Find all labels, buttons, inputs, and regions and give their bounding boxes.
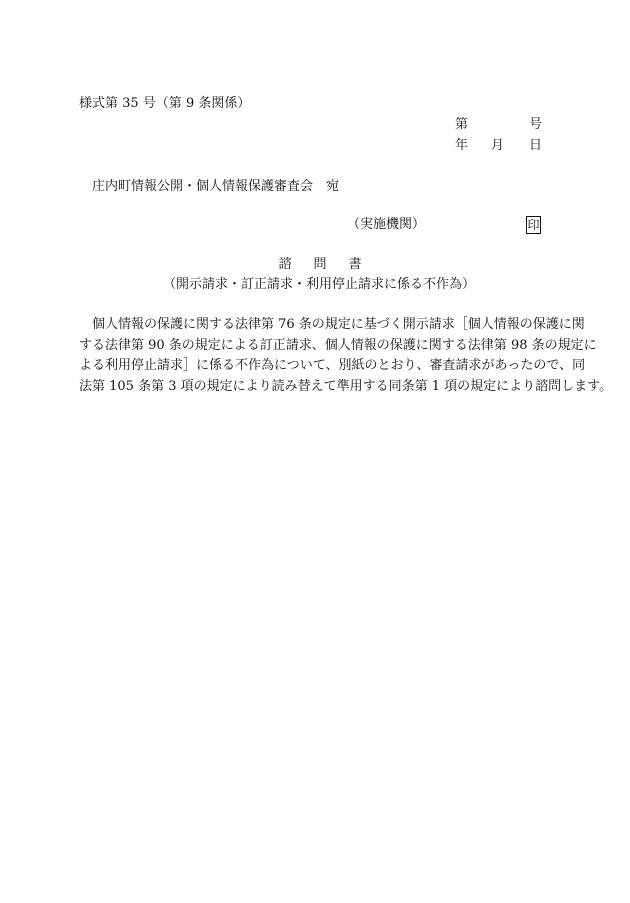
implementing-agency-label: （実施機関） xyxy=(347,217,426,232)
form-number: 様式第 35 号（第 9 条関係） xyxy=(79,96,251,111)
title-char-1: 諮 xyxy=(278,257,292,272)
document-subtitle: （開示請求・訂正請求・利用停止請求に係る不作為） xyxy=(162,277,475,292)
title-char-2: 問 xyxy=(313,257,327,272)
document-title xyxy=(0,258,630,271)
number-go-label: 号 xyxy=(529,117,543,132)
date-year-label: 年 xyxy=(455,138,469,153)
date-month-label: 月 xyxy=(491,138,505,153)
date-day-label: 日 xyxy=(529,138,543,153)
body-text-line: する法律第 90 条の規定による訂正請求、個人情報の保護に関する法律第 98 条の規定に xyxy=(79,338,597,353)
seal-mark: 印 xyxy=(527,218,540,232)
title-char-3: 書 xyxy=(348,257,362,272)
body-text-line: 個人情報の保護に関する法律第 76 条の規定に基づく開示請求［個人情報の保護に関 xyxy=(92,317,585,332)
body-text-line: 法第 105 条第 3 項の規定により読み替えて準用する同条第 1 項の規定により諮問します。 xyxy=(79,379,613,394)
number-dai-label: 第 xyxy=(455,117,469,132)
addressee: 庄内町情報公開・個人情報保護審査会 宛 xyxy=(92,179,340,194)
body-text-line: よる利用停止請求］に係る不作為について、別紙のとおり、審査請求があったので、同 xyxy=(79,358,586,373)
